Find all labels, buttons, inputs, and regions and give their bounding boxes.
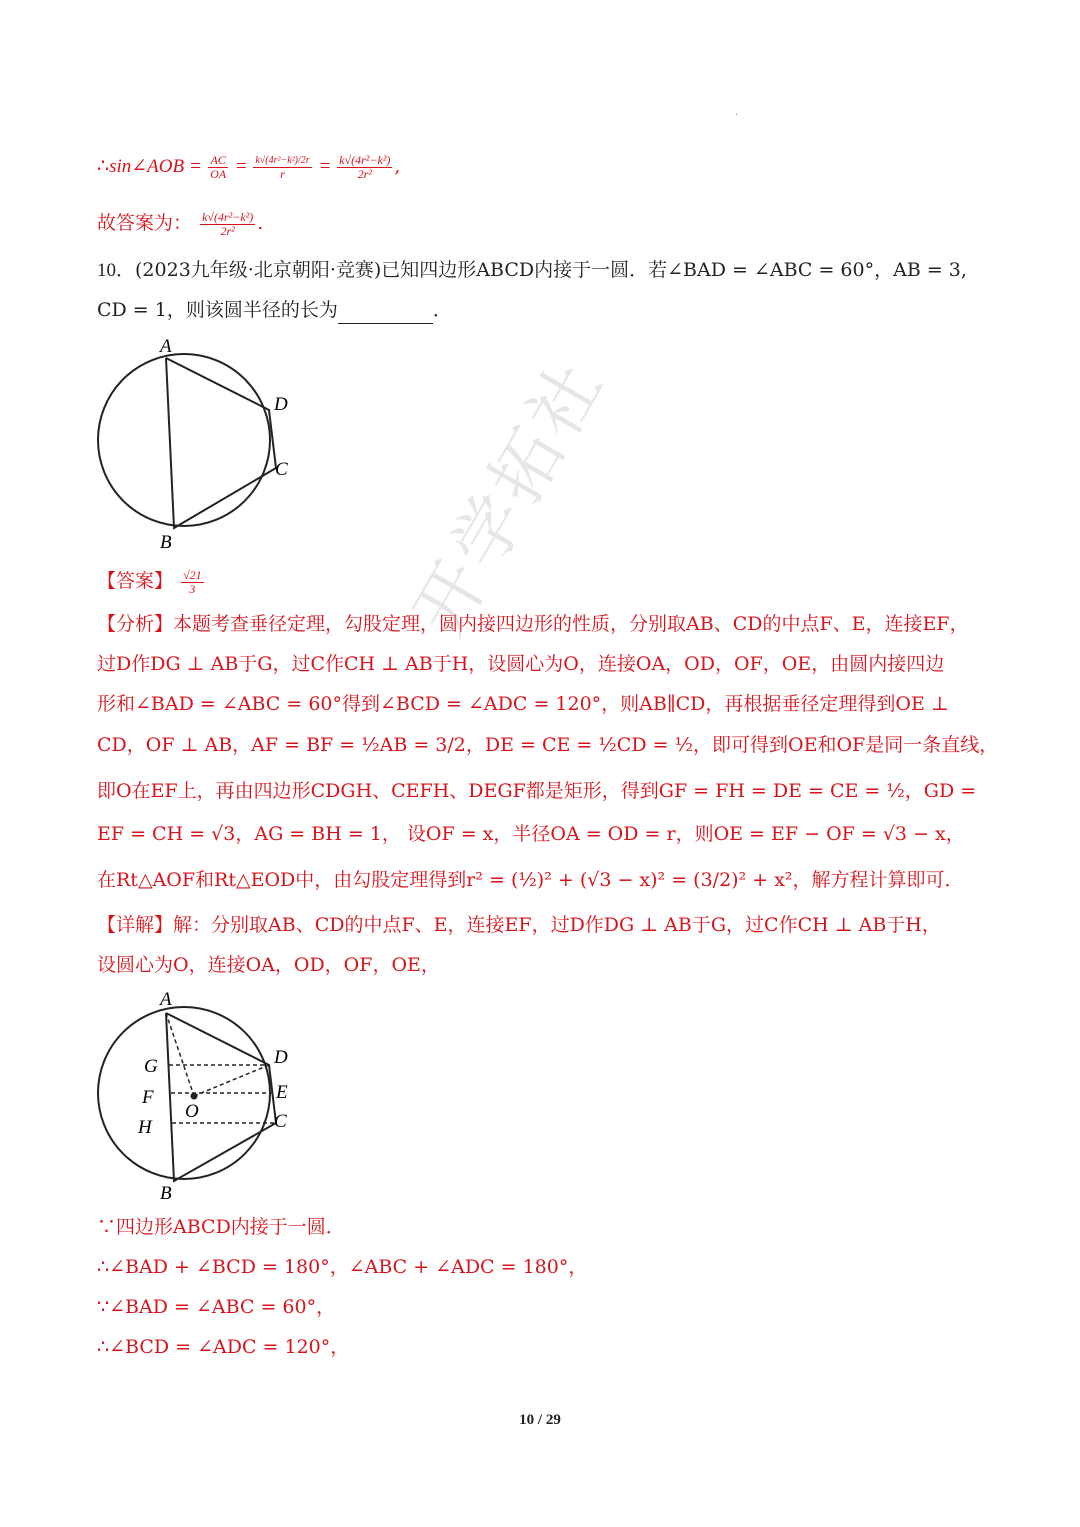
label-e: E (276, 1082, 288, 1103)
problem-line-1 (97, 256, 967, 285)
label-b: B (160, 532, 172, 553)
sin-equation-line: ∴sin∠AOB = $\frac{AC}{OA}$ = $\frac{\text{k√(4r²−k²)/2r}}{r}$ = $\frac{\text{k√(4r²−k²)}}{\text{2r²}}$ , (97, 152, 401, 181)
problem-number: 10． (97, 260, 136, 281)
label-d: D (274, 1047, 288, 1068)
top-dot: · (735, 110, 739, 121)
label-o: O (185, 1101, 199, 1122)
detail-tag: 【详解】 (97, 914, 174, 936)
prev-answer-line: 故答案为： $\frac{\text{k√(4r²−k²)}}{\text{2r²}}$ . (97, 209, 264, 238)
fraction-compound: $\frac{\text{k√(4r²−k²)/2r}}{r}$ (255, 154, 310, 181)
answer-prefix: 故答案为： (97, 212, 193, 234)
label-h: H (138, 1117, 152, 1138)
answer-fraction: $\frac{\text{k√(4r²−k²)}}{\text{2r²}}$ (202, 209, 254, 238)
analysis-line-6: EF = CH = √3，AG = BH = 1， 设OF = x，半径OA = OD = r，则OE = EF − OF = √3 − x， (97, 823, 965, 845)
fraction-ac-oa: $\frac{AC}{OA}$ (210, 152, 227, 181)
detail-line-1: 【详解】解：分别取AB、CD的中点F、E，连接EF，过D作DG ⊥ AB于G，过C作CH ⊥ AB于H， (97, 914, 941, 936)
analysis-line-3: 形和∠BAD = ∠ABC = 60°得到∠BCD = ∠ADC = 120°，则AB∥CD，再根据垂径定理得到OE ⊥ (97, 693, 949, 715)
sin-label: sin∠AOB = (109, 156, 207, 177)
problem-line-2: CD = 1，则该圆半径的长为 ． (97, 296, 452, 324)
analysis-line-7: 在Rt△AOF和Rt△EOD中，由勾股定理得到r² = (½)² + (√3 − x)² = (3/2)² + x²，解方程计算即可． (97, 869, 964, 891)
watermark: 开学拓社 (397, 344, 622, 649)
label-d: D (274, 394, 288, 415)
answer-blank (338, 305, 433, 324)
label-g: G (144, 1056, 158, 1077)
step-line-2: ∴∠BAD + ∠BCD = 180°，∠ABC + ∠ADC = 180°， (97, 1256, 588, 1278)
figure-2-circle-construction (92, 985, 312, 1210)
analysis-line-5: 即O在EF上，再由四边形CDGH、CEFH、DEGF都是矩形，得到GF = FH = DE = CE = ½，GD = (97, 780, 977, 802)
analysis-line-4: CD，OF ⊥ AB，AF = BF = ½AB = 3/2，DE = CE = ½CD = ½，即可得到OE和OF是同一条直线， (97, 734, 999, 756)
answer-line (97, 566, 206, 596)
step-line-3: ∵∠BAD = ∠ABC = 60°， (97, 1296, 336, 1318)
dashed-construction-lines (166, 1013, 276, 1123)
label-c: C (275, 459, 288, 480)
problem-text-2: CD = 1，则该圆半径的长为 (97, 299, 338, 321)
analysis-tag: 【分析】 (97, 613, 174, 635)
label-c: C (274, 1111, 287, 1132)
label-b: B (160, 1183, 172, 1204)
problem-source: (2023九年级·北京朝阳·竞赛) (135, 259, 382, 281)
step-line-4: ∴∠BCD = ∠ADC = 120°， (97, 1336, 350, 1358)
problem-text-1: 已知四边形ABCD内接于一圆．若∠BAD = ∠ABC = 60°，AB = 3, (381, 259, 967, 281)
page-number: 10 / 29 (519, 1412, 561, 1428)
label-a: A (160, 336, 172, 357)
center-point-o (191, 1093, 198, 1100)
fraction-result: $\frac{\text{k√(4r²−k²)}}{\text{2r²}}$ (339, 152, 391, 181)
circle (98, 354, 270, 526)
analysis-line-1: 【分析】本题考查垂径定理，勾股定理，圆内接四边形的性质，分别取AB、CD的中点F、E，连接EF， (97, 613, 969, 635)
label-f: F (142, 1087, 154, 1108)
therefore-symbol: ∴ (97, 155, 110, 177)
detail-line-2: 设圆心为O，连接OA，OD，OF，OE， (97, 954, 440, 976)
answer-value: $\frac{√21}{3}$ (183, 567, 202, 596)
label-a: A (160, 989, 172, 1010)
analysis-line-2: 过D作DG ⊥ AB于G，过C作CH ⊥ AB于H，设圆心为O，连接OA，OD，OF，OE，由圆内接四边 (97, 653, 945, 675)
quadrilateral-abcd (166, 358, 276, 528)
figure-1-circle-quadrilateral (92, 330, 302, 555)
quadrilateral-abcd (166, 1013, 276, 1181)
answer-tag: 【答案】 (97, 570, 174, 592)
step-line-1: ∵四边形ABCD内接于一圆． (97, 1216, 345, 1238)
